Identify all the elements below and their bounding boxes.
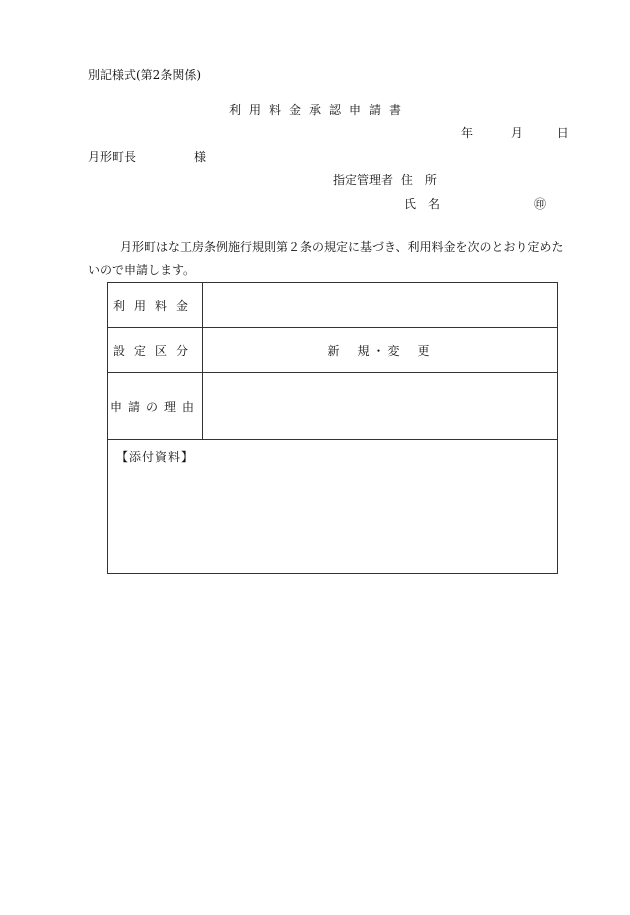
row-value-category[interactable]: 新 規・変 更	[203, 328, 558, 373]
table-row	[108, 283, 558, 328]
form-reference: 別記様式(第2条関係)	[88, 68, 201, 82]
applicant-role: 指定管理者	[333, 173, 394, 187]
date-year: 年	[461, 126, 474, 140]
seal-mark: ㊞	[534, 197, 547, 211]
date-month: 月	[510, 126, 523, 140]
table-row	[108, 440, 558, 574]
attachment-cell[interactable]	[108, 440, 558, 574]
attachment-label: 【添付資料】	[116, 450, 195, 464]
table-row	[108, 328, 558, 373]
row-label-fee: 利用料金	[108, 283, 203, 328]
addressee-line	[88, 148, 206, 165]
document-title: 利用料金承認申請書	[228, 103, 409, 117]
body-paragraph: 月形町はな工房条例施行規則第２条の規定に基づき、利用料金を次のとおり定めたいので申請します。	[88, 240, 564, 277]
row-value-reason[interactable]	[203, 373, 558, 440]
row-value-fee[interactable]	[203, 283, 558, 328]
applicant-address-label: 住 所	[400, 173, 437, 187]
applicant-name-label: 氏 名	[404, 197, 441, 211]
addressee-name: 月形町長	[88, 150, 137, 164]
date-day: 日	[556, 126, 569, 140]
row-label-reason: 申請の理由	[108, 373, 203, 440]
application-table	[107, 282, 558, 574]
date-line	[461, 124, 569, 141]
table-row	[108, 373, 558, 440]
addressee-honorific: 様	[194, 150, 207, 164]
row-label-category: 設定区分	[108, 328, 203, 373]
applicant-address-line	[333, 171, 437, 188]
